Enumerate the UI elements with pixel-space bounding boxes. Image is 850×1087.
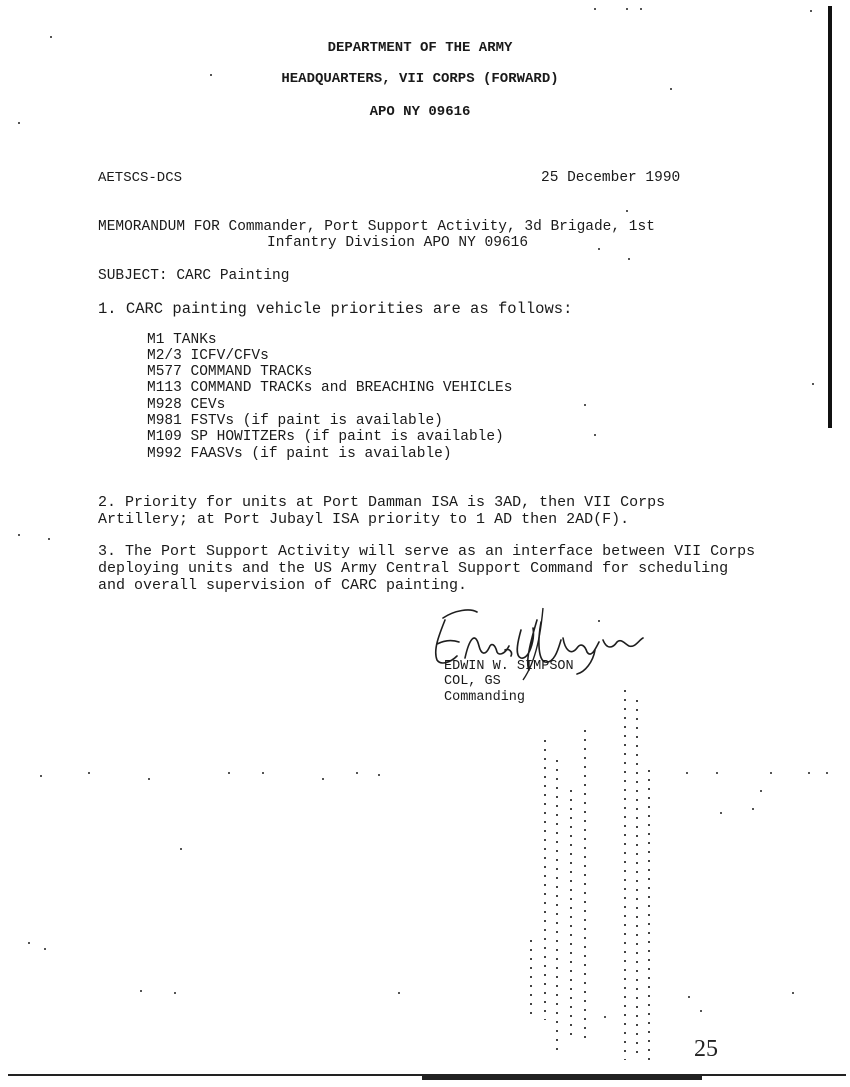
signer-name: EDWIN W. SIMPSON xyxy=(444,659,574,674)
headquarters-heading: HEADQUARTERS, VII CORPS (FORWARD) xyxy=(281,71,559,87)
list-item: M577 COMMAND TRACKs xyxy=(147,364,313,380)
department-heading: DEPARTMENT OF THE ARMY xyxy=(327,40,513,56)
memo-for-line1: MEMORANDUM FOR Commander, Port Support Activity, 3d Brigade, 1st xyxy=(98,219,655,235)
list-item: M1 TANKs xyxy=(147,332,217,348)
scan-edge-bar xyxy=(828,6,832,428)
memo-for-line2: Infantry Division APO NY 09616 xyxy=(267,235,529,251)
signer-role: Commanding xyxy=(444,690,526,705)
list-item: M109 SP HOWITZERs (if paint is available) xyxy=(147,429,504,445)
list-item: M2/3 ICFV/CFVs xyxy=(147,348,269,364)
list-item: M981 FSTVs (if paint is available) xyxy=(147,413,443,429)
list-item: M113 COMMAND TRACKs and BREACHING VEHICLEs xyxy=(147,380,513,396)
memo-subject: SUBJECT: CARC Painting xyxy=(98,268,290,284)
para3: 3. The Port Support Activity will serve as an interface between VII Corps deploying units and the US Army Central Support Command for scheduling and overall supervision of CARC painting. xyxy=(98,543,756,594)
signer-rank: COL, GS xyxy=(444,674,501,689)
office-symbol: AETSCS-DCS xyxy=(98,170,183,186)
para2: 2. Priority for units at Port Damman ISA is 3AD, then VII Corps Artillery; at Port Jubayl ISA priority to 1 AD then 2AD(F). xyxy=(98,494,666,528)
memo-date: 25 December 1990 xyxy=(541,170,681,186)
para1-intro: 1. CARC painting vehicle priorities are as follows: xyxy=(98,300,573,318)
list-item: M928 CEVs xyxy=(147,397,226,413)
list-item: M992 FAASVs (if paint is available) xyxy=(147,446,452,462)
bottom-rule-thick xyxy=(422,1076,702,1080)
apo-heading: APO NY 09616 xyxy=(369,104,471,120)
page-number: 25 xyxy=(694,1036,718,1062)
